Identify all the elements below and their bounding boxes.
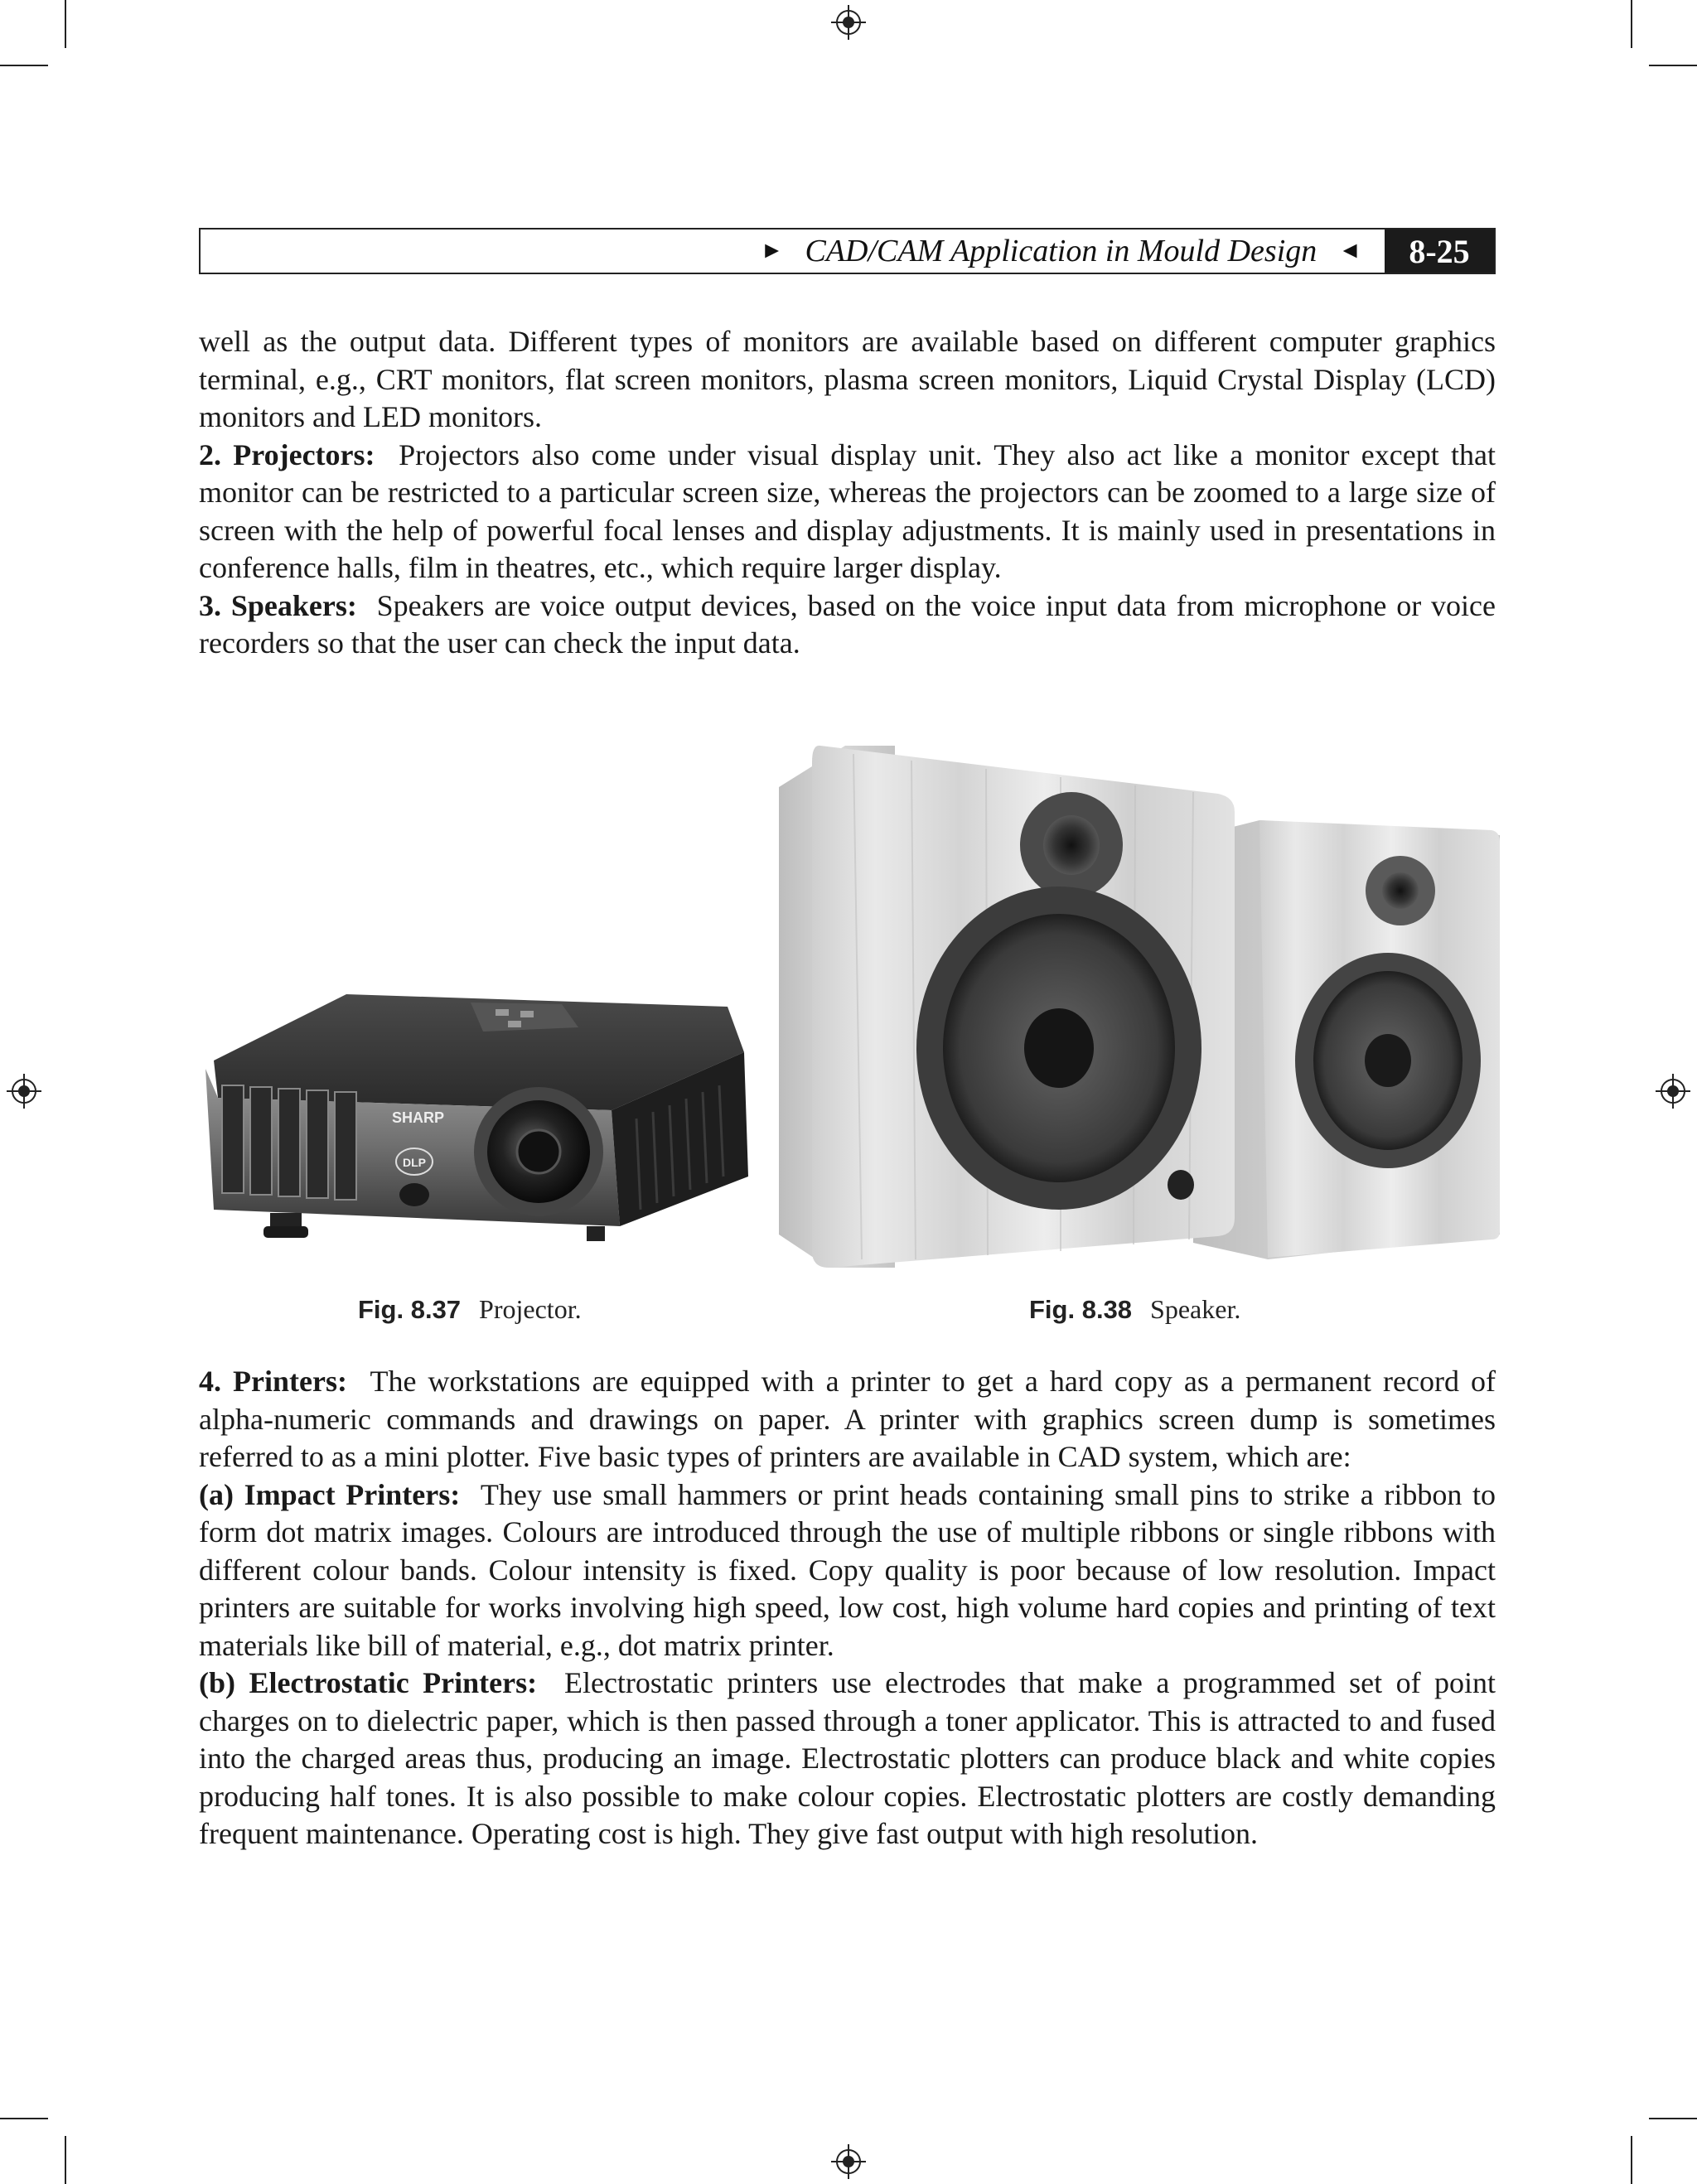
- printers-text: The workstations are equipped with a printer to get a hard copy as a permanent record of alpha-numeric commands and drawings on paper. A printer with graphics screen dump is sometimes referred to as a mini plotter. Five basic types of printers are available in CAD system, which are:: [199, 1365, 1496, 1473]
- body-text-bottom: [199, 1363, 1496, 1853]
- speakers-label: 3. Speakers:: [199, 588, 357, 622]
- projector-image: [197, 978, 752, 1276]
- crop-mark: [65, 0, 66, 48]
- impact-paragraph: [199, 1476, 1496, 1665]
- body-text-top: [199, 323, 1496, 663]
- triangle-left-icon: ◄: [1338, 238, 1361, 263]
- projectors-paragraph: [199, 437, 1496, 587]
- speaker-caption-text: Speaker.: [1150, 1294, 1241, 1324]
- registration-mark-icon: [7, 1074, 41, 1109]
- electrostatic-label: (b) Electrostatic Printers:: [199, 1666, 538, 1699]
- header-title: [761, 233, 1361, 269]
- registration-mark-icon: [831, 5, 866, 40]
- speakers-text: Speakers are voice output devices, based on the voice input data from microphone or voice recorders so that the user can check the input data.: [199, 588, 1496, 660]
- crop-mark: [1631, 0, 1632, 48]
- speaker-caption: [1029, 1294, 1240, 1325]
- crop-mark: [1649, 2118, 1697, 2119]
- registration-mark-icon: [1656, 1074, 1690, 1109]
- crop-mark: [0, 65, 48, 66]
- electrostatic-text: Electrostatic printers use electrodes that make a programmed set of point charges on to dielectric paper, which is then passed through a toner applicator. This is attracted to and fused into the charged areas thus, producing an image. Electrostatic plotters can produce black and white copies producing half tones. It is also possible to make colour copies. Electrostatic plotters are costly demanding frequent maintenance. Operating cost is high. They give fast output with high resolution.: [199, 1666, 1496, 1850]
- running-header: [199, 228, 1496, 274]
- projectors-label: 2. Projectors:: [199, 437, 375, 471]
- projector-caption: [358, 1294, 582, 1325]
- intro-paragraph: well as the output data. Different types of monitors are available based on different computer graphics terminal, e.g., CRT monitors, flat screen monitors, plasma screen monitors, Liquid Crystal Display (LCD) monitors and LED monitors.: [199, 325, 1496, 433]
- projector-brand: SHARP: [392, 1109, 445, 1126]
- projector-badge: DLP: [403, 1156, 426, 1169]
- page-number: 8-25: [1385, 230, 1494, 273]
- printers-paragraph: [199, 1363, 1496, 1476]
- impact-label: (a) Impact Printers:: [199, 1477, 461, 1511]
- electrostatic-paragraph: [199, 1665, 1496, 1853]
- impact-text: They use small hammers or print heads containing small pins to strike a ribbon to form dot matrix images. Colours are introduced through the use of multiple ribbons or single ribbons with different colour bands. Colour intensity is fixed. Copy quality is poor because of low resolution. Impact printers are suitable for works involving high speed, low cost, high volume hard copies and printing of text materials like bill of material, e.g., dot matrix printer.: [199, 1477, 1496, 1662]
- header-title-text: CAD/CAM Application in Mould Design: [805, 234, 1317, 268]
- projector-fig-number: Fig. 8.37: [358, 1295, 462, 1324]
- crop-mark: [65, 2136, 66, 2184]
- crop-mark: [0, 2118, 48, 2119]
- speaker-fig-number: Fig. 8.38: [1029, 1295, 1133, 1324]
- crop-mark: [1631, 2136, 1632, 2184]
- printers-label: 4. Printers:: [199, 1365, 347, 1398]
- speakers-paragraph: [199, 587, 1496, 663]
- projectors-text: Projectors also come under visual display unit. They also act like a monitor except that monitor can be restricted to a particular screen size, whereas the projectors can be zoomed to a large size of screen with the help of powerful focal lenses and display adjustments. It is mainly used in presentations in conference halls, film in theatres, etc., which require larger display.: [199, 437, 1496, 584]
- projector-caption-text: Projector.: [479, 1294, 582, 1324]
- registration-mark-icon: [831, 2144, 866, 2179]
- crop-mark: [1649, 65, 1697, 66]
- triangle-right-icon: ►: [760, 238, 784, 263]
- speaker-image: [771, 737, 1500, 1276]
